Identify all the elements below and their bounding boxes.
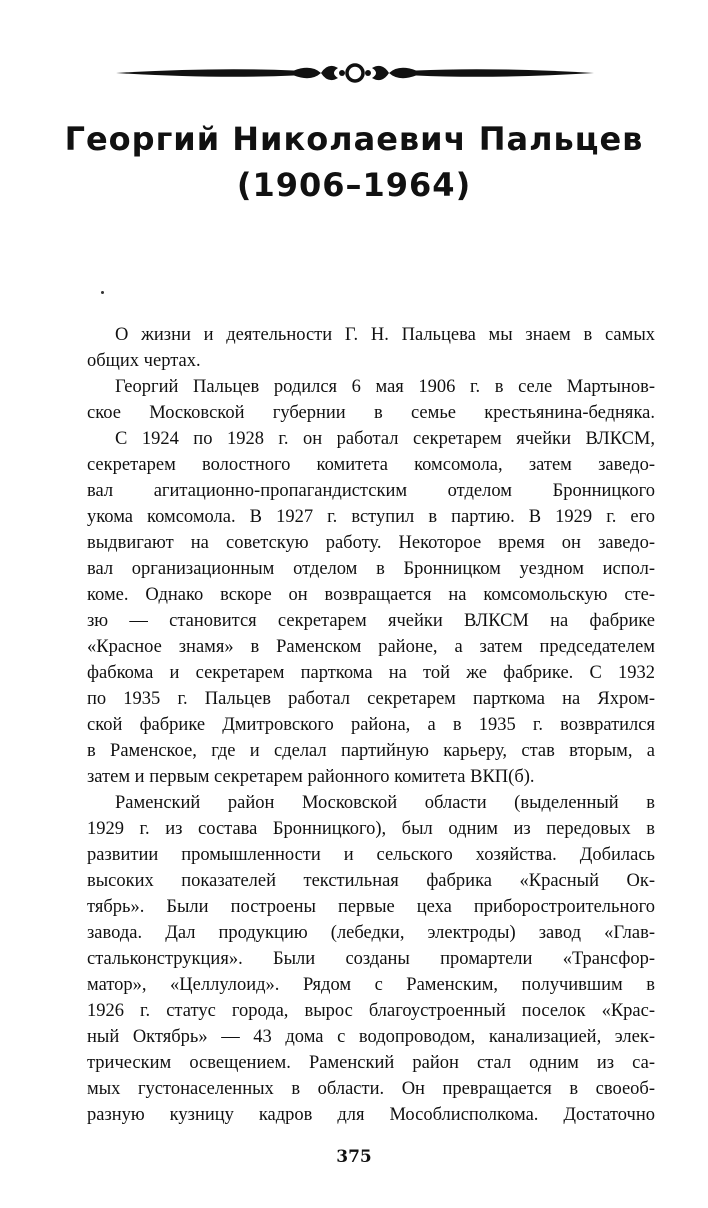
page-number: 375 [336,1147,372,1167]
text-line: разную кузницу кадров для Мособлисполкома. Достаточно [87,1105,655,1125]
text-line: 1926 г. статус города, вырос благоустроенный поселок «Крас- [87,1001,655,1021]
text-line: общих чертах. [87,351,201,371]
text-line: развитии промышленности и сельского хозяйства. Добилась [87,845,655,865]
text-line: в Раменское, где и сделал партийную карьеру, став вторым, а [87,741,655,761]
text-line: укома комсомола. В 1927 г. вступил в партию. В 1929 г. его [87,507,655,527]
text-line: ный Октябрь» — 43 дома с водопроводом, канализацией, элек- [87,1027,655,1047]
text-line: Раменский район Московской области (выделенный в [115,793,655,813]
text-line: коме. Однако вскоре он возвращается на комсомольскую сте- [87,585,655,605]
text-line: 1929 г. из состава Бронницкого), был одним из передовых в [87,819,655,839]
body-text [87,322,655,1128]
text-line: «Красное знамя» в Раменском районе, а затем председателем [87,637,655,657]
text-line: трическим освещением. Раменский район стал одним из са- [87,1053,655,1073]
text-line: ское Московской губернии в семье крестьянина-бедняка. [87,403,655,423]
text-line: секретарем волостного комитета комсомола, затем заведо- [87,455,655,475]
text-line: зю — становится секретарем ячейки ВЛКСМ на фабрике [87,611,655,631]
text-line: О жизни и деятельности Г. Н. Пальцева мы знаем в самых [115,325,655,345]
paragraph [87,426,655,790]
chapter-title [60,116,648,208]
text-line: по 1935 г. Пальцев работал секретарем парткома на Яхром- [87,689,655,709]
text-line: ской фабрике Дмитровского района, а в 1935 г. возвратился [87,715,655,735]
text-line: С 1924 по 1928 г. он работал секретарем ячейки ВЛКСМ, [115,429,655,449]
text-line: фабкома и секретарем парткома на той же фабрике. С 1932 [87,663,655,683]
title-name: Георгий Николаевич Пальцев [64,120,644,158]
text-line: высоких показателей текстильная фабрика «Красный Ок- [87,871,655,891]
text-line: затем и первым секретарем районного комитета ВКП(б). [87,767,535,787]
title-years: (1906–1964) [236,166,472,204]
paragraph [87,322,655,374]
text-line: Георгий Пальцев родился 6 мая 1906 г. в селе Мартынов- [115,377,655,397]
print-speck [101,291,104,294]
paragraph [87,374,655,426]
text-line: завода. Дал продукцию (лебедки, электроды) завод «Глав- [87,923,655,943]
text-line: тябрь». Были построены первые цеха приборостроительного [87,897,655,917]
ornament-divider-icon [116,58,594,88]
text-line: выдвигают на советскую работу. Некоторое время он заведо- [87,533,655,553]
text-line: стальконструкция». Были созданы промартели «Трансфор- [87,949,655,969]
text-line: вал организационным отделом в Бронницком уездном испол- [87,559,655,579]
paragraph [87,790,655,1128]
text-line: вал агитационно-пропагандистским отделом Бронницкого [87,481,655,501]
text-line: мых густонаселенных в области. Он превращается в своеоб- [87,1079,655,1099]
text-line: матор», «Целлулоид». Рядом с Раменским, получившим в [87,975,655,995]
